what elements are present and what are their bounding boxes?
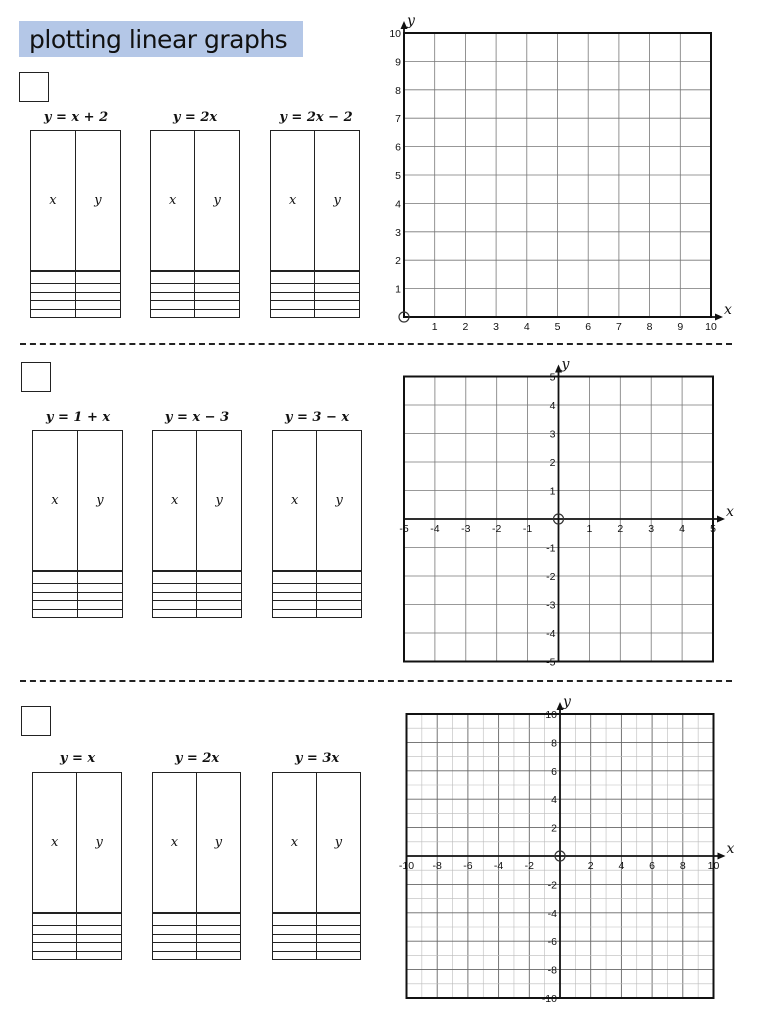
y-tick-label: 1: [395, 283, 401, 296]
x-tick-label: 10: [705, 321, 717, 333]
y-value-cell[interactable]: [196, 951, 240, 960]
table-row: [33, 934, 122, 943]
x-value-cell[interactable]: [33, 584, 78, 593]
y-value-cell[interactable]: [77, 592, 122, 601]
table-row: [151, 271, 240, 284]
table-row: [33, 943, 122, 952]
x-tick-label: 3: [493, 321, 500, 333]
x-tick-label: 5: [554, 321, 561, 333]
table-header-y: y: [315, 131, 360, 271]
section-3-checkbox[interactable]: [21, 706, 51, 736]
table-row: [271, 301, 360, 310]
x-tick-label: 6: [585, 321, 592, 333]
table-header-x: x: [153, 431, 197, 571]
table-row: [273, 943, 361, 952]
y-value-cell[interactable]: [75, 309, 120, 318]
y-tick-label: 7: [395, 113, 401, 126]
y-value-cell[interactable]: [317, 571, 362, 584]
y-value-cell[interactable]: [317, 609, 362, 618]
y-tick-label: 4: [549, 400, 556, 412]
x-tick-label: 5: [710, 523, 716, 535]
table-header-x: x: [273, 431, 317, 571]
x-axis-arrow: [718, 853, 726, 860]
y-tick-label: -4: [547, 907, 557, 920]
y-tick-label: 6: [395, 141, 401, 154]
y-value-cell[interactable]: [196, 934, 240, 943]
equation-label: y = 3x: [294, 751, 340, 766]
y-tick-label: 3: [549, 428, 556, 441]
y-value-cell[interactable]: [195, 284, 240, 293]
y-value-cell[interactable]: [317, 592, 362, 601]
table-row: [153, 571, 242, 584]
x-value-cell[interactable]: [153, 571, 197, 584]
table-row: [33, 571, 123, 584]
x-value-cell[interactable]: [31, 301, 76, 310]
table-header-x: x: [153, 773, 197, 913]
y-value-cell[interactable]: [75, 292, 120, 301]
table-row: [31, 309, 121, 318]
x-value-cell[interactable]: [153, 913, 197, 926]
table-row: [33, 913, 122, 926]
y-tick-label: 10: [389, 28, 401, 40]
x-tick-label: 7: [615, 321, 622, 333]
y-value-cell[interactable]: [197, 584, 242, 593]
table-row: [33, 584, 123, 593]
y-tick-label: 4: [551, 794, 557, 807]
x-value-cell[interactable]: [153, 943, 197, 952]
y-tick-label: 10: [545, 709, 557, 721]
table-header-x: x: [31, 131, 76, 271]
x-tick-label: 4: [618, 860, 625, 872]
x-tick-label: 8: [679, 860, 686, 872]
table-header-x: x: [33, 431, 78, 571]
x-value-cell[interactable]: [271, 284, 315, 293]
x-value-cell[interactable]: [271, 292, 315, 301]
table-row: [271, 284, 360, 293]
x-tick-label: 4: [679, 523, 686, 535]
y-tick-label: 2: [551, 822, 557, 835]
equation-label: y = x − 3: [164, 410, 230, 425]
table-row: [31, 284, 121, 293]
x-value-cell[interactable]: [153, 926, 197, 935]
x-tick-label: 2: [462, 321, 469, 333]
y-value-cell[interactable]: [195, 301, 240, 310]
value-table: [270, 130, 360, 318]
table-row: [153, 584, 242, 593]
x-tick-label: -8: [432, 860, 442, 872]
x-tick-label: 2: [617, 523, 624, 535]
x-value-cell[interactable]: [273, 951, 317, 960]
x-value-cell[interactable]: [33, 951, 77, 960]
x-axis-arrow: [715, 314, 723, 321]
x-value-cell[interactable]: [273, 571, 317, 584]
x-tick-label: -4: [493, 860, 504, 872]
table-row: [153, 913, 241, 926]
table-row: [273, 934, 361, 943]
table-row: [33, 609, 123, 618]
y-tick-label: 8: [551, 737, 557, 750]
x-value-cell[interactable]: [153, 592, 197, 601]
table-header-x: x: [151, 131, 195, 271]
y-value-cell[interactable]: [77, 571, 122, 584]
table-header-x: x: [273, 773, 317, 913]
y-value-cell[interactable]: [315, 309, 360, 318]
y-value-cell[interactable]: [77, 601, 122, 610]
x-value-cell[interactable]: [151, 309, 195, 318]
y-tick-label: 5: [549, 371, 556, 384]
x-value-cell[interactable]: [271, 271, 315, 284]
y-value-cell[interactable]: [77, 943, 122, 952]
y-value-cell[interactable]: [197, 571, 242, 584]
x-tick-label: 9: [677, 321, 684, 333]
table-row: [153, 609, 242, 618]
y-value-cell[interactable]: [75, 301, 120, 310]
table-row: [153, 592, 242, 601]
table-row: [273, 584, 362, 593]
y-value-cell[interactable]: [316, 926, 360, 935]
x-value-cell[interactable]: [273, 913, 317, 926]
y-value-cell[interactable]: [197, 592, 242, 601]
x-tick-label: 3: [648, 523, 655, 535]
y-value-cell[interactable]: [196, 926, 240, 935]
x-value-cell[interactable]: [273, 584, 317, 593]
table-row: [153, 951, 241, 960]
x-value-cell[interactable]: [33, 609, 78, 618]
y-tick-label: -8: [547, 964, 557, 977]
value-table: [272, 430, 362, 618]
x-value-cell[interactable]: [273, 934, 317, 943]
y-value-cell[interactable]: [195, 271, 240, 284]
y-value-cell[interactable]: [315, 292, 360, 301]
y-tick-label: -10: [541, 993, 557, 1005]
y-value-cell[interactable]: [316, 951, 360, 960]
x-value-cell[interactable]: [273, 926, 317, 935]
y-value-cell[interactable]: [77, 951, 122, 960]
y-axis-label: y: [561, 358, 570, 373]
x-value-cell[interactable]: [151, 271, 195, 284]
section-1-checkbox[interactable]: [19, 72, 49, 102]
x-value-cell[interactable]: [271, 309, 315, 318]
y-value-cell[interactable]: [315, 284, 360, 293]
table-header-x: x: [271, 131, 315, 271]
equation-label: y = 3 − x: [284, 410, 350, 425]
coordinate-grid[interactable]: [384, 12, 734, 340]
y-value-cell[interactable]: [195, 292, 240, 301]
equation-label: y = 2x: [172, 110, 218, 125]
value-table: [32, 430, 123, 618]
x-tick-label: 2: [587, 860, 594, 872]
table-row: [153, 943, 241, 952]
y-value-cell[interactable]: [77, 609, 122, 618]
x-tick-label: -2: [524, 860, 534, 872]
y-tick-label: -4: [546, 628, 556, 640]
x-tick-label: 1: [586, 523, 593, 535]
x-tick-label: -5: [399, 523, 409, 535]
y-value-cell[interactable]: [317, 601, 362, 610]
x-value-cell[interactable]: [33, 571, 78, 584]
coordinate-grid[interactable]: [384, 358, 734, 672]
y-value-cell[interactable]: [77, 584, 122, 593]
table-row: [271, 292, 360, 301]
table-row: [33, 601, 123, 610]
equation-label: y = 2x − 2: [279, 110, 353, 125]
y-axis-label: y: [407, 13, 415, 29]
table-header-y: y: [77, 773, 122, 913]
x-tick-label: 10: [707, 860, 720, 872]
x-value-cell[interactable]: [153, 951, 197, 960]
x-value-cell[interactable]: [273, 601, 317, 610]
table-row: [33, 926, 122, 935]
table-header-y: y: [316, 773, 360, 913]
table-row: [153, 601, 242, 610]
x-value-cell[interactable]: [151, 292, 195, 301]
table-header-y: y: [195, 131, 240, 271]
x-value-cell[interactable]: [33, 926, 77, 935]
table-row: [273, 601, 362, 610]
y-value-cell[interactable]: [315, 271, 360, 284]
x-value-cell[interactable]: [273, 609, 317, 618]
y-tick-label: 3: [395, 226, 401, 239]
y-value-cell[interactable]: [196, 913, 240, 926]
table-row: [31, 271, 121, 284]
table-header-y: y: [77, 431, 122, 571]
x-axis-label: x: [726, 841, 734, 857]
x-tick-label: 8: [646, 321, 653, 333]
table-row: [271, 271, 360, 284]
x-value-cell[interactable]: [153, 934, 197, 943]
x-value-cell[interactable]: [151, 284, 195, 293]
value-table: [152, 430, 242, 618]
table-row: [273, 951, 361, 960]
y-tick-label: 2: [549, 457, 556, 469]
y-tick-label: 6: [551, 765, 557, 778]
table-row: [271, 309, 360, 318]
y-value-cell[interactable]: [195, 309, 240, 318]
section-2-checkbox[interactable]: [21, 362, 51, 392]
x-value-cell[interactable]: [153, 601, 197, 610]
table-header-y: y: [196, 773, 240, 913]
y-tick-label: 8: [395, 84, 401, 97]
table-header-y: y: [75, 131, 120, 271]
y-tick-label: -6: [547, 936, 557, 949]
section-divider: [20, 343, 732, 345]
y-axis-label: y: [563, 694, 571, 710]
table-row: [31, 301, 121, 310]
y-tick-label: -3: [546, 599, 556, 612]
title-banner: [19, 21, 303, 57]
x-value-cell[interactable]: [31, 271, 76, 284]
table-row: [33, 592, 123, 601]
coordinate-grid[interactable]: [384, 693, 734, 1015]
table-row: [151, 301, 240, 310]
y-value-cell[interactable]: [77, 913, 122, 926]
y-tick-label: -1: [546, 542, 556, 555]
y-value-cell[interactable]: [75, 271, 120, 284]
equation-label: y = x + 2: [43, 110, 109, 125]
y-value-cell[interactable]: [316, 943, 360, 952]
x-value-cell[interactable]: [153, 584, 197, 593]
y-value-cell[interactable]: [77, 934, 122, 943]
x-tick-label: 1: [431, 321, 438, 333]
section-divider: [20, 680, 732, 682]
table-row: [153, 934, 241, 943]
x-axis-label: x: [726, 504, 734, 520]
y-tick-label: 9: [395, 56, 401, 69]
value-table: [30, 130, 121, 318]
y-tick-label: -2: [546, 571, 556, 583]
table-row: [273, 571, 362, 584]
y-value-cell[interactable]: [316, 913, 360, 926]
value-table: [150, 130, 240, 318]
value-table: [32, 772, 122, 960]
table-row: [151, 309, 240, 318]
x-tick-label: -6: [463, 860, 473, 872]
x-value-cell[interactable]: [273, 592, 317, 601]
x-value-cell[interactable]: [31, 309, 76, 318]
x-value-cell[interactable]: [33, 601, 78, 610]
x-tick-label: -2: [492, 523, 502, 535]
x-tick-label: 4: [523, 321, 530, 333]
x-value-cell[interactable]: [33, 913, 77, 926]
y-value-cell[interactable]: [197, 609, 242, 618]
y-value-cell[interactable]: [75, 284, 120, 293]
value-table: [152, 772, 241, 960]
x-tick-label: -3: [461, 523, 471, 535]
x-tick-label: -10: [398, 860, 415, 872]
x-value-cell[interactable]: [33, 934, 77, 943]
x-value-cell[interactable]: [33, 943, 77, 952]
y-tick-label: 4: [395, 198, 401, 211]
table-header-x: x: [33, 773, 77, 913]
x-axis-label: x: [724, 302, 732, 318]
x-value-cell[interactable]: [151, 301, 195, 310]
x-tick-label: -1: [522, 523, 533, 535]
y-tick-label: 2: [395, 255, 401, 268]
x-value-cell[interactable]: [31, 292, 76, 301]
y-tick-label: 5: [395, 170, 401, 182]
x-tick-label: -4: [430, 523, 440, 535]
x-value-cell[interactable]: [271, 301, 315, 310]
equation-label: y = 2x: [174, 751, 220, 766]
table-row: [31, 292, 121, 301]
x-value-cell[interactable]: [153, 609, 197, 618]
equation-label: y = 1 + x: [45, 410, 111, 425]
x-value-cell[interactable]: [31, 284, 76, 293]
y-value-cell[interactable]: [317, 584, 362, 593]
y-value-cell[interactable]: [197, 601, 242, 610]
x-axis-arrow: [717, 516, 725, 523]
y-tick-label: 1: [549, 485, 556, 498]
x-value-cell[interactable]: [273, 943, 317, 952]
table-header-y: y: [197, 431, 242, 571]
table-row: [273, 913, 361, 926]
table-row: [151, 292, 240, 301]
page-title: plotting linear graphs: [29, 24, 288, 54]
table-row: [273, 609, 362, 618]
x-tick-label: 6: [649, 860, 656, 872]
table-row: [153, 926, 241, 935]
table-header-y: y: [317, 431, 362, 571]
y-tick-label: -5: [546, 656, 556, 669]
table-row: [151, 284, 240, 293]
table-row: [273, 926, 361, 935]
y-tick-label: -2: [547, 879, 557, 892]
y-value-cell[interactable]: [315, 301, 360, 310]
x-value-cell[interactable]: [33, 592, 78, 601]
table-row: [33, 951, 122, 960]
y-value-cell[interactable]: [77, 926, 122, 935]
equation-label: y = x: [59, 751, 96, 766]
table-row: [273, 592, 362, 601]
value-table: [272, 772, 361, 960]
y-value-cell[interactable]: [316, 934, 360, 943]
y-value-cell[interactable]: [196, 943, 240, 952]
